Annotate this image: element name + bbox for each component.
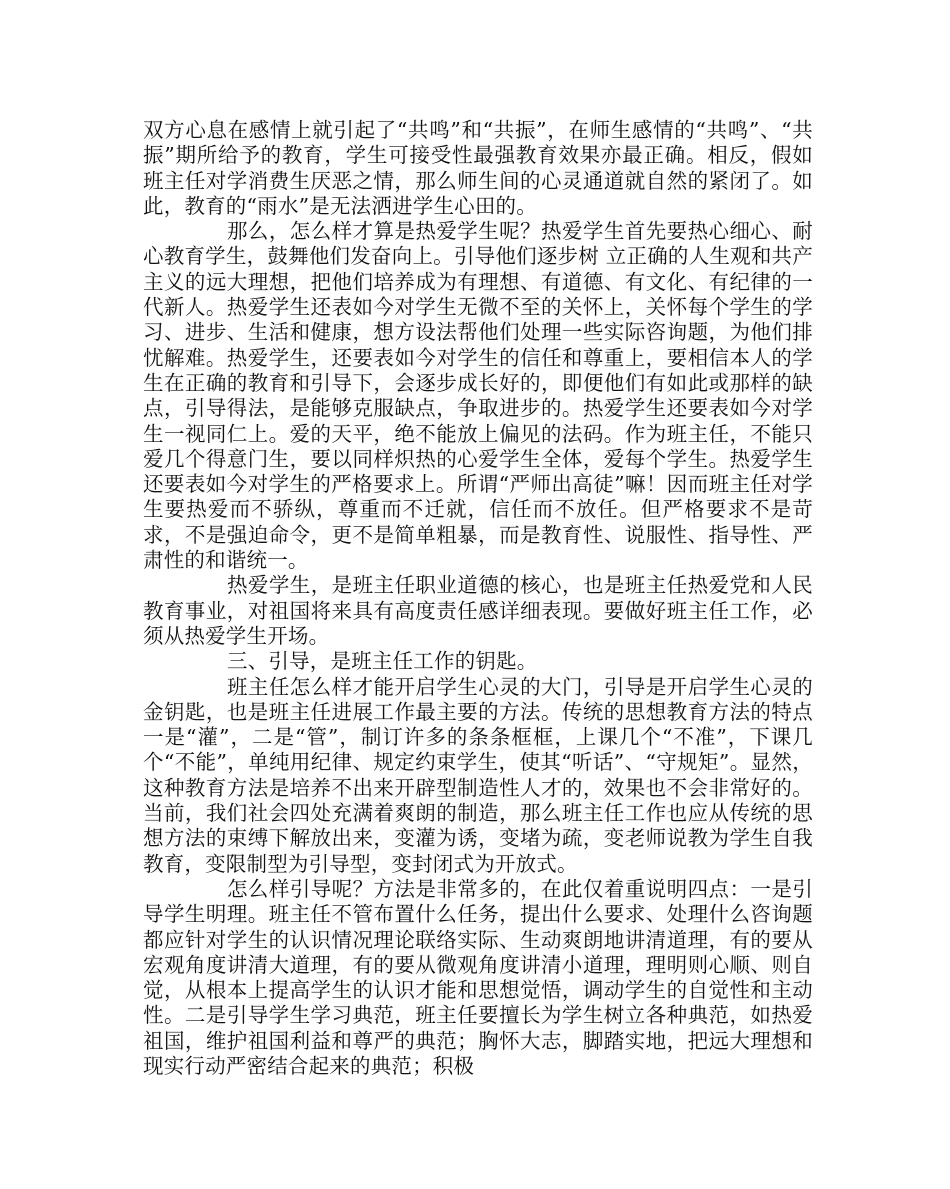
paragraph-continued-text: 双方心息在感情上就引起了“共鸣”和“共振”，在师生感情的“共鸣”、“共振”期所给予的教育，学生可接受性最强教育效果亦最正确。相反，假如班主任对学消费生厌恶之情，那么师生间的心灵通道就自然的紧闭了。如此，教育的“雨水”是无法洒进学生心田的。 xyxy=(143,118,813,218)
paragraph-core-of-ethics: 热爱学生，是班主任职业道德的核心，也是班主任热爱党和人民教育事业，对祖国将来具有高度责任感详细表现。要做好班主任工作，必须从热爱学生开场。 xyxy=(143,573,813,648)
section-heading-guidance: 三、引导，是班主任工作的钥匙。 xyxy=(227,649,538,674)
paragraph-loving-students: 那么，怎么样才算是热爱学生呢？热爱学生首先要热心细心、耐心教育学生，鼓舞他们发奋向上。引导他们逐步树 立正确的人生观和共产主义的远大理想，把他们培养成为有理想、有道德、有文化、有纪律的一代新人。热爱学生还表如今对学生无微不至的关怀上，关怀每个学生的学习、进步、生活和健康，想方设法帮他们处理一些实际咨询题，为他们排忧解难。热爱学生，还要表如今对学生的信任和尊重上，要相信本人的学生在正确的教育和引导下，会逐步成长好的，即便他们有如此或那样的缺点，引导得法，是能够克服缺点，争取进步的。热爱学生还要表如今对学生一视同仁上。爱的天平，绝不能放上偏见的法码。作为班主任，不能只爱几个得意门生，要以同样炽热的心爱学生全体，爱每个学生。热爱学生还要表如今对学生的严格要求上。所谓“严师出高徒”嘛！因而班主任对学生要热爱而不骄纵，尊重而不迁就，信任而不放任。但严格要求不是苛求，不是强迫命令，更不是简单粗暴，而是教育性、说服性、指导性、严肃性的和谐统一。 xyxy=(143,219,813,573)
paragraph-how-to-guide: 怎么样引导呢？方法是非常多的，在此仅着重说明四点：一是引导学生明理。班主任不管布置什么任务，提出什么要求、处理什么咨询题都应针对学生的认识情况理论联络实际、生动爽朗地讲清道理，有的要从宏观角度讲清大道理，有的要从微观角度讲清小道理，理明则心顺、则自觉，从根本上提高学生的认识才能和思想觉悟，调动学生的自觉性和主动性。二是引导学生学习典范，班主任要擅长为学生树立各种典范，如热爱祖国，维护祖国利益和尊严的典范；胸怀大志，脚踏实地，把远大理想和现实行动严密结合起来的典范；积极 xyxy=(143,876,813,1078)
paragraph-guidance-method: 班主任怎么样才能开启学生心灵的大门，引导是开启学生心灵的金钥匙，也是班主任进展工作最主要的方法。传统的思想教育方法的特点一是“灌”，二是“管”，制订许多的条条框框，上课几个“不准”，下课几个“不能”，单纯用纪律、规定约束学生，使其“听话”、“守规矩”。显然，这种教育方法是培养不出来开辟型制造性人才的，效果也不会非常好的。当前，我们社会四处充满着爽朗的制造，那么班主任工作也应从传统的思 想方法的束缚下解放出来，变灌为诱，变堵为疏，变老师说教为学生自我教育，变限制型为引导型，变封闭式为开放式。 xyxy=(143,674,813,876)
document-body xyxy=(143,118,813,1079)
